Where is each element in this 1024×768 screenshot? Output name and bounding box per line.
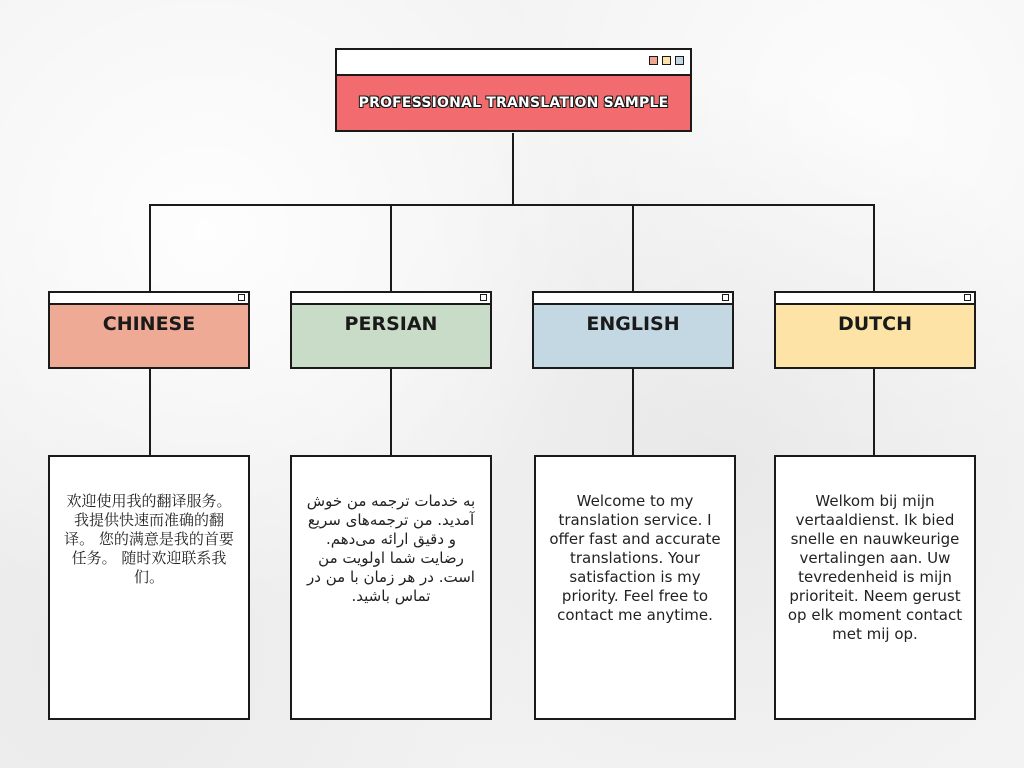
window-dot-icon [722, 294, 729, 301]
window-dot-icon [480, 294, 487, 301]
title-window [335, 48, 692, 132]
title-window-bar [337, 50, 690, 76]
language-label: ENGLISH [586, 313, 680, 335]
window-dot-icon [662, 56, 671, 65]
window-dot-icon [675, 56, 684, 65]
translation-text-english: Welcome to my translation service. I offer fast and accurate translations. Your satisfaction is my priority. Feel free to contact me anytime. [534, 455, 736, 720]
language-label: CHINESE [102, 313, 196, 335]
language-label: DUTCH [837, 313, 912, 335]
window-dot-icon [964, 294, 971, 301]
language-header-dutch [774, 291, 976, 369]
language-header-persian [290, 291, 492, 369]
window-dot-icon [238, 294, 245, 301]
language-label: PERSIAN [344, 313, 438, 335]
translation-text-dutch: Welkom bij mijn vertaaldienst. Ik bied snelle en nauwkeurige vertalingen aan. Uw tevredenheid is mijn prioriteit. Neem gerust op elk moment contact met mij op. [774, 455, 976, 720]
translation-text-persian: به خدمات ترجمه من خوش آمدید. من ترجمه‌های سریع و دقیق ارائه می‌دهم. رضایت شما اولویت من است. در هر زمان با من در تماس باشید. [290, 455, 492, 720]
language-header-chinese [48, 291, 250, 369]
translation-text-chinese: 欢迎使用我的翻译服务。 我提供快速而准确的翻译。 您的满意是我的首要任务。 随时欢迎联系我们。 [48, 455, 250, 720]
language-header-english [532, 291, 734, 369]
page-title: PROFESSIONAL TRANSLATION SAMPLE [358, 95, 669, 111]
window-dot-icon [649, 56, 658, 65]
